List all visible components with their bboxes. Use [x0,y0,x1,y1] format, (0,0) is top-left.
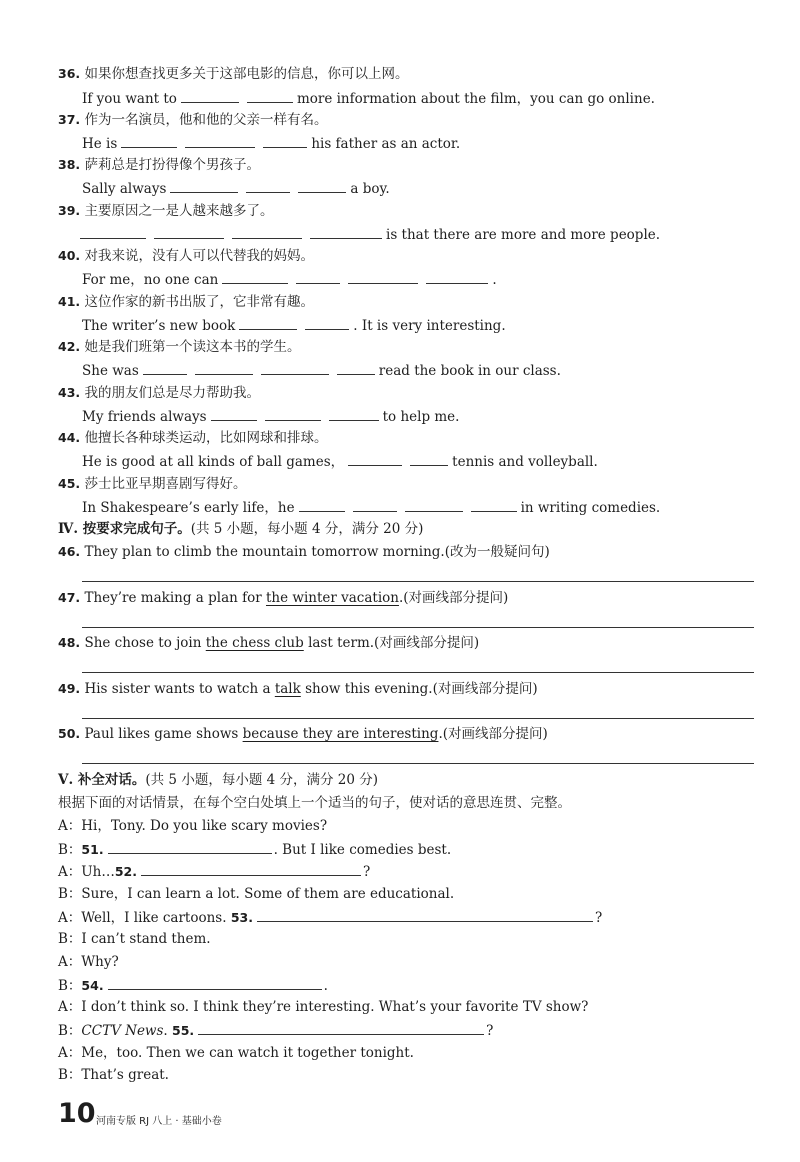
item-44-en: He is good at all kinds of ball games， tennis and volleyball. [82,454,598,470]
item-37-en: He is his father as an actor. [82,136,461,152]
section-4-heading: Ⅳ. 按要求完成句子。(共 5 小题，每小题 4 分，满分 20 分) [58,521,424,537]
answer-blank-54[interactable] [108,976,322,990]
dialogue-line: B：Sure，I can learn a lot. Some of them are educational. [58,886,455,902]
answer-blank[interactable] [305,316,349,330]
dialogue-line: B：I can’t stand them. [58,931,211,947]
item-40-cn: 40. 对我来说，没有人可以代替我的妈妈。 [58,248,314,264]
answer-blank[interactable] [222,270,288,284]
answer-blank[interactable] [121,134,177,148]
section-5-heading: Ⅴ. 补全对话。(共 5 小题，每小题 4 分，满分 20 分) [58,772,379,788]
item-42-cn: 42. 她是我们班第一个读这本书的学生。 [58,339,301,355]
section-5-instructions: 根据下面的对话情景，在每个空白处填上一个适当的句子，使对话的意思连贯、完整。 [58,795,571,811]
dialogue-line: A：Why? [58,954,119,970]
item-39-en: is that there are more and more people. [80,225,660,244]
answer-blank[interactable] [353,498,397,512]
answer-blank-52[interactable] [141,862,361,876]
answer-blank[interactable] [80,225,146,239]
item-43-en: My friends always to help me. [82,409,460,425]
answer-blank[interactable] [329,407,379,421]
answer-line-49[interactable] [82,718,754,719]
item-42-en: She was read the book in our class. [82,363,561,379]
answer-blank[interactable] [348,452,402,466]
answer-blank[interactable] [246,179,290,193]
answer-blank[interactable] [348,270,418,284]
item-46: 46. They plan to climb the mountain tomorrow morning.(改为一般疑问句) [58,544,550,560]
answer-blank[interactable] [247,89,293,103]
item-39-cn: 39. 主要原因之一是人越来越多了。 [58,203,274,219]
answer-line-46[interactable] [82,581,754,582]
answer-blank[interactable] [195,361,253,375]
item-43-cn: 43. 我的朋友们总是尽力帮助我。 [58,385,260,401]
answer-blank[interactable] [261,361,329,375]
answer-blank-55[interactable] [198,1021,484,1035]
dialogue-line-51: B：51. . But I like comedies best. [58,842,452,858]
answer-blank[interactable] [143,361,187,375]
answer-blank[interactable] [410,452,448,466]
answer-blank-51[interactable] [108,840,272,854]
dialogue-line-53: A：Well，I like cartoons. 53. ? [58,910,603,926]
item-45-cn: 45. 莎士比亚早期喜剧写得好。 [58,476,247,492]
item-50: 50. Paul likes game shows because they are interesting.(对画线部分提问) [58,726,548,742]
dialogue-line: A：Me，too. Then we can watch it together tonight. [58,1045,414,1061]
dialogue-line: A：I don’t think so. I think they’re interesting. What’s your favorite TV show? [58,999,589,1015]
answer-blank[interactable] [405,498,463,512]
answer-blank[interactable] [239,316,297,330]
dialogue-line-52: A：Uh…52. ? [58,864,371,880]
item-48: 48. She chose to join the chess club last term.(对画线部分提问) [58,635,480,651]
answer-blank[interactable] [211,407,257,421]
answer-blank[interactable] [154,225,224,239]
item-40-en: For me，no one can . [82,272,497,288]
item-38-cn: 38. 萨莉总是打扮得像个男孩子。 [58,157,260,173]
answer-blank[interactable] [265,407,321,421]
item-47: 47. They’re making a plan for the winter vacation.(对画线部分提问) [58,590,509,606]
answer-line-50[interactable] [82,763,754,764]
item-45-en: In Shakespeare’s early life，he in writing comedies. [82,500,661,516]
item-38-en: Sally always a boy. [82,181,390,197]
item-49: 49. His sister wants to watch a talk show this evening.(对画线部分提问) [58,681,538,697]
answer-blank[interactable] [426,270,488,284]
answer-blank[interactable] [299,498,345,512]
answer-blank[interactable] [310,225,382,239]
answer-blank-53[interactable] [257,908,593,922]
dialogue-line-55: B：CCTV News. 55. ? [58,1023,494,1039]
dialogue-line: B：That’s great. [58,1067,169,1083]
footer-label: 河南专版 RJ 八上 · 基础小卷 [96,1116,222,1127]
answer-line-48[interactable] [82,672,754,673]
item-41-cn: 41. 这位作家的新书出版了，它非常有趣。 [58,294,314,310]
answer-blank[interactable] [181,89,239,103]
item-44-cn: 44. 他擅长各种球类运动，比如网球和排球。 [58,430,328,446]
answer-blank[interactable] [298,179,346,193]
page-number: 10 [58,1098,96,1129]
answer-line-47[interactable] [82,627,754,628]
answer-blank[interactable] [471,498,517,512]
answer-blank[interactable] [296,270,340,284]
item-41-en: The writer’s new book . It is very interesting. [82,318,506,334]
item-37-cn: 37. 作为一名演员，他和他的父亲一样有名。 [58,112,328,128]
item-36-cn: 36. 如果你想查找更多关于这部电影的信息，你可以上网。 [58,66,409,82]
answer-blank[interactable] [263,134,307,148]
answer-blank[interactable] [185,134,255,148]
item-36-en: If you want to more information about the film，you can go online. [82,91,655,107]
dialogue-line-54: B：54. . [58,978,328,994]
dialogue-line: A：Hi，Tony. Do you like scary movies? [58,818,328,834]
answer-blank[interactable] [232,225,302,239]
answer-blank[interactable] [337,361,375,375]
answer-blank[interactable] [170,179,238,193]
